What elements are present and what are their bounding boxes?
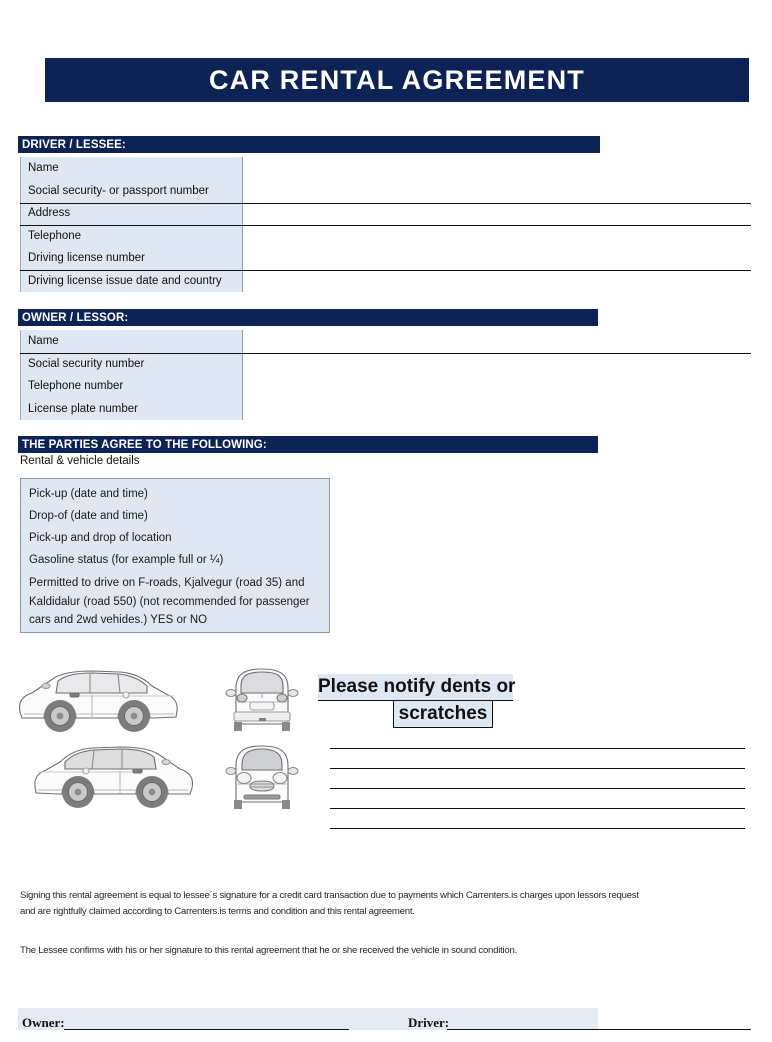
rental-item-permitted-roads: Permitted to drive on F-roads, Kjalvegur (road 35) and Kaldidalur (road 550) (not recommended for passenger cars and 2wd vehides.) YES or NO [29, 577, 310, 626]
owner-signature-label: Owner: [22, 1015, 65, 1030]
field-label-driver-ssn: Social security- or passport number [28, 184, 209, 197]
car-front-view-icon [220, 740, 304, 814]
document-title-banner [45, 58, 749, 102]
damage-notice-line-2: scratches [393, 701, 493, 728]
terms-paragraph-1: Signing this rental agreement is equal to lessee´s signature for a credit card transaction due to payments which Carrenters.is charges upon lessors request and are rightfully claimed according to Carrenters.is terms and condition and this rental agreement. [20, 890, 639, 917]
field-label-driver-address: Address [28, 207, 71, 219]
damage-note-line-1[interactable] [330, 748, 745, 749]
rental-item-location: Pick-up and drop of location [29, 532, 172, 544]
damage-note-line-4[interactable] [330, 808, 745, 809]
owner-fields-label-column [20, 330, 243, 420]
rental-details-subheading: Rental & vehicle details [20, 455, 140, 467]
owner-signature-line[interactable] [64, 1029, 349, 1030]
driver-section-header [18, 136, 600, 153]
agreement-section-header [18, 436, 598, 453]
rental-item-gasoline: Gasoline status (for example full or ¼) [29, 554, 224, 566]
driver-write-line-2[interactable] [20, 225, 751, 226]
signature-band [18, 1008, 598, 1030]
field-label-driver-name: Name [28, 162, 59, 174]
rental-details-box [20, 478, 330, 633]
rental-item-pickup: Pick-up (date and time) [29, 488, 148, 500]
field-label-driver-license-date: Driving license issue date and country [28, 274, 222, 287]
damage-note-line-3[interactable] [330, 788, 745, 789]
car-rear-view-icon [220, 662, 304, 736]
vehicle-damage-diagram [14, 658, 314, 818]
owner-write-line-1[interactable] [20, 353, 751, 354]
driver-signature-line[interactable] [447, 1029, 751, 1030]
agreement-section-heading-label: THE PARTIES AGREE TO THE FOLLOWING: [22, 438, 267, 451]
field-label-owner-plate: License plate number [28, 402, 138, 415]
damage-note-line-5[interactable] [330, 828, 745, 829]
car-side-left-view-icon [14, 662, 184, 736]
terms-paragraph-2: The Lessee confirms with his or her signature to this rental agreement that he or she received the vehicle in sound condition. [20, 945, 517, 956]
rental-item-dropoff: Drop-of (date and time) [29, 510, 148, 522]
damage-notice-line-1: Please notify dents or [318, 674, 513, 701]
field-label-owner-telephone: Telephone number [28, 380, 124, 392]
field-label-owner-name: Name [28, 335, 59, 347]
page-title: CAR RENTAL AGREEMENT [208, 64, 585, 95]
damage-note-line-2[interactable] [330, 768, 745, 769]
driver-section-heading-label: DRIVER / LESSEE: [22, 138, 126, 151]
damage-notice-block [318, 674, 518, 728]
driver-signature-label: Driver: [408, 1015, 450, 1030]
driver-write-line-1[interactable] [20, 203, 751, 204]
driver-write-line-3[interactable] [20, 270, 751, 271]
field-label-driver-license-no: Driving license number [28, 252, 145, 264]
owner-section-header [18, 309, 598, 326]
owner-section-heading-label: OWNER / LESSOR: [22, 311, 129, 324]
car-side-right-view-icon [28, 738, 198, 812]
field-label-owner-ssn: Social security number [28, 357, 145, 370]
field-label-driver-telephone: Telephone [28, 229, 82, 242]
